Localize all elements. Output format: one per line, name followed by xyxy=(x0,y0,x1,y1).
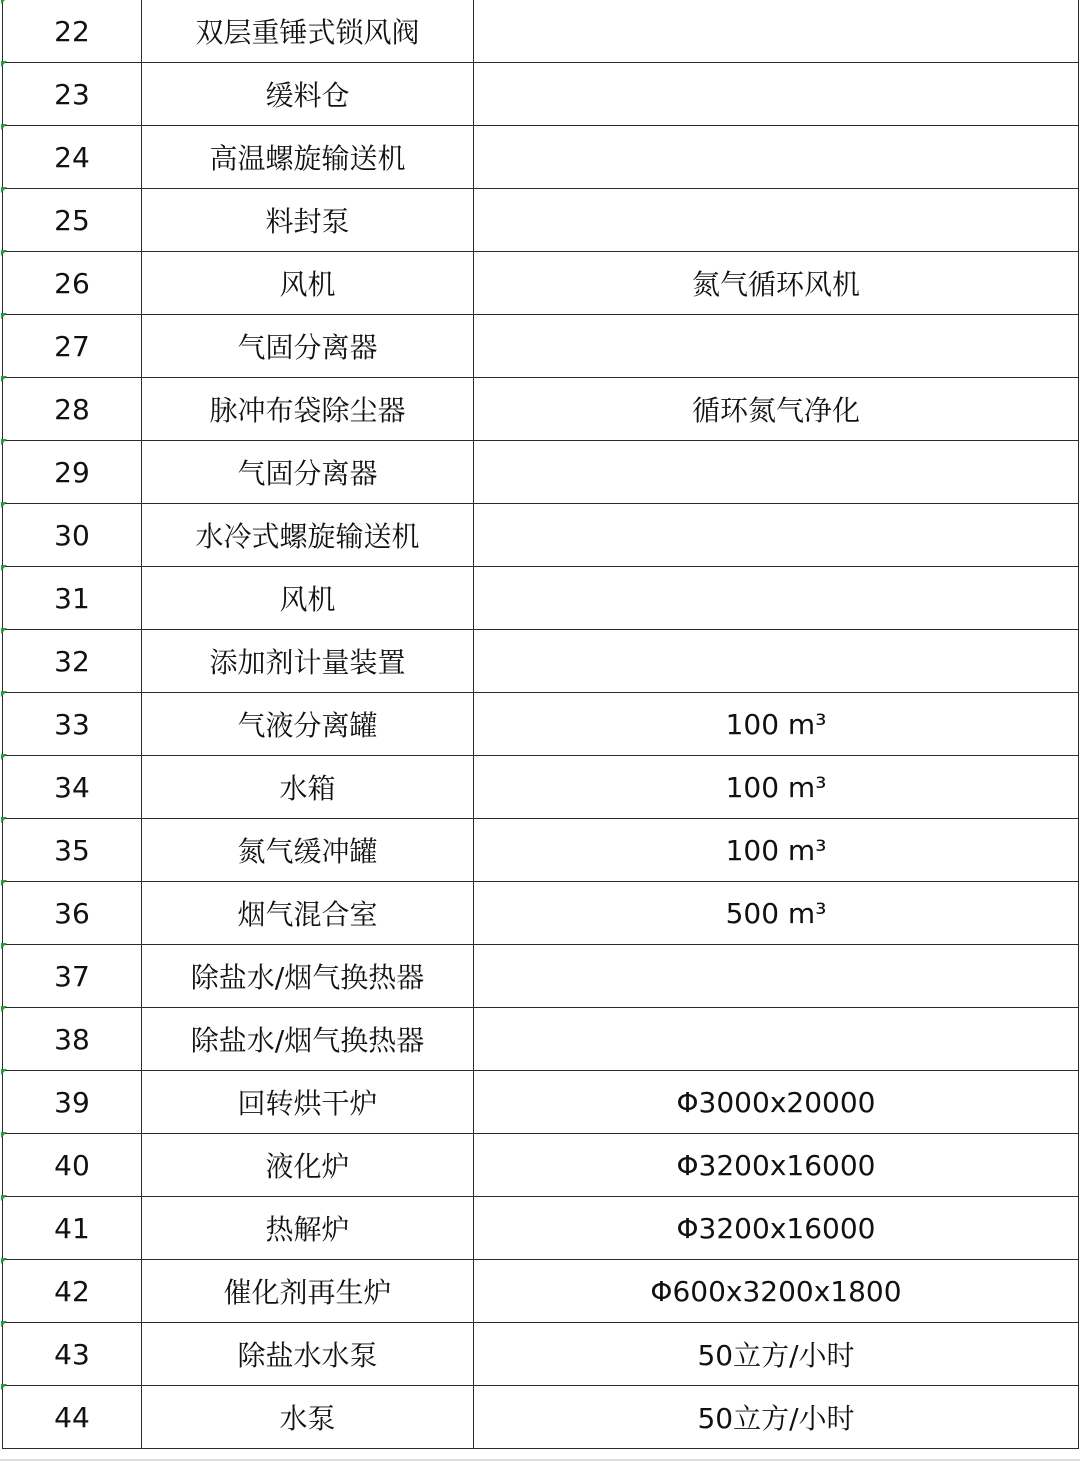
table-row xyxy=(3,945,1079,1008)
equipment-name: 催化剂再生炉 xyxy=(142,1260,474,1323)
equipment-spec: 100 m³ xyxy=(474,819,1079,882)
table-row xyxy=(3,1197,1079,1260)
equipment-spec: Φ600x3200x1800 xyxy=(474,1260,1079,1323)
equipment-spec xyxy=(474,945,1079,1008)
equipment-spec: Φ3200x16000 xyxy=(474,1134,1079,1197)
equipment-spec xyxy=(474,630,1079,693)
equipment-name: 气固分离器 xyxy=(142,441,474,504)
equipment-spec: 氮气循环风机 xyxy=(474,252,1079,315)
row-number: 43 xyxy=(3,1323,142,1386)
row-number: 42 xyxy=(3,1260,142,1323)
equipment-name: 烟气混合室 xyxy=(142,882,474,945)
equipment-spec xyxy=(474,1008,1079,1071)
table-row xyxy=(3,315,1079,378)
table-row xyxy=(3,630,1079,693)
table-row xyxy=(3,126,1079,189)
table-row xyxy=(3,1323,1079,1386)
row-number: 30 xyxy=(3,504,142,567)
equipment-spec xyxy=(474,189,1079,252)
equipment-name: 回转烘干炉 xyxy=(142,1071,474,1134)
table-row xyxy=(3,882,1079,945)
equipment-name: 脉冲布袋除尘器 xyxy=(142,378,474,441)
equipment-spec xyxy=(474,504,1079,567)
row-number: 39 xyxy=(3,1071,142,1134)
table-row xyxy=(3,252,1079,315)
equipment-name: 除盐水/烟气换热器 xyxy=(142,1008,474,1071)
table-row xyxy=(3,63,1079,126)
equipment-name: 水箱 xyxy=(142,756,474,819)
table-row xyxy=(3,378,1079,441)
equipment-table-container xyxy=(2,0,1078,1449)
table-row xyxy=(3,1386,1079,1449)
row-number: 24 xyxy=(3,126,142,189)
equipment-name: 除盐水水泵 xyxy=(142,1323,474,1386)
equipment-spec xyxy=(474,0,1079,63)
equipment-spec: 100 m³ xyxy=(474,756,1079,819)
row-number: 34 xyxy=(3,756,142,819)
equipment-spec xyxy=(474,441,1079,504)
table-row xyxy=(3,189,1079,252)
row-number: 25 xyxy=(3,189,142,252)
equipment-spec: 50立方/小时 xyxy=(474,1386,1079,1449)
table-row xyxy=(3,1008,1079,1071)
equipment-name: 气液分离罐 xyxy=(142,693,474,756)
table-row xyxy=(3,567,1079,630)
row-number: 29 xyxy=(3,441,142,504)
table-row xyxy=(3,504,1079,567)
row-number: 36 xyxy=(3,882,142,945)
row-number: 22 xyxy=(3,0,142,63)
equipment-spec: 50立方/小时 xyxy=(474,1323,1079,1386)
table-row xyxy=(3,1071,1079,1134)
row-number: 27 xyxy=(3,315,142,378)
table-row xyxy=(3,0,1079,63)
row-number: 28 xyxy=(3,378,142,441)
equipment-spec xyxy=(474,315,1079,378)
table-row xyxy=(3,441,1079,504)
equipment-spec xyxy=(474,567,1079,630)
row-number: 26 xyxy=(3,252,142,315)
row-number: 37 xyxy=(3,945,142,1008)
equipment-name: 除盐水/烟气换热器 xyxy=(142,945,474,1008)
row-number: 32 xyxy=(3,630,142,693)
table-row xyxy=(3,756,1079,819)
equipment-spec: 500 m³ xyxy=(474,882,1079,945)
equipment-name: 料封泵 xyxy=(142,189,474,252)
equipment-name: 高温螺旋输送机 xyxy=(142,126,474,189)
equipment-name: 添加剂计量装置 xyxy=(142,630,474,693)
equipment-name: 气固分离器 xyxy=(142,315,474,378)
equipment-name: 风机 xyxy=(142,567,474,630)
equipment-table xyxy=(2,0,1079,1449)
row-number: 31 xyxy=(3,567,142,630)
equipment-name: 氮气缓冲罐 xyxy=(142,819,474,882)
row-number: 44 xyxy=(3,1386,142,1449)
equipment-spec: Φ3200x16000 xyxy=(474,1197,1079,1260)
equipment-spec: 100 m³ xyxy=(474,693,1079,756)
table-row xyxy=(3,1260,1079,1323)
equipment-name: 水冷式螺旋输送机 xyxy=(142,504,474,567)
equipment-spec: Φ3000x20000 xyxy=(474,1071,1079,1134)
row-number: 38 xyxy=(3,1008,142,1071)
page-bottom-divider xyxy=(0,1459,1080,1461)
equipment-name: 双层重锤式锁风阀 xyxy=(142,0,474,63)
equipment-spec: 循环氮气净化 xyxy=(474,378,1079,441)
table-row xyxy=(3,1134,1079,1197)
row-number: 41 xyxy=(3,1197,142,1260)
equipment-spec xyxy=(474,126,1079,189)
equipment-name: 热解炉 xyxy=(142,1197,474,1260)
equipment-name: 液化炉 xyxy=(142,1134,474,1197)
row-number: 40 xyxy=(3,1134,142,1197)
table-row xyxy=(3,693,1079,756)
equipment-name: 缓料仓 xyxy=(142,63,474,126)
equipment-name: 风机 xyxy=(142,252,474,315)
table-row xyxy=(3,819,1079,882)
equipment-name: 水泵 xyxy=(142,1386,474,1449)
row-number: 23 xyxy=(3,63,142,126)
equipment-table-body xyxy=(3,0,1079,1449)
row-number: 33 xyxy=(3,693,142,756)
equipment-spec xyxy=(474,63,1079,126)
row-number: 35 xyxy=(3,819,142,882)
